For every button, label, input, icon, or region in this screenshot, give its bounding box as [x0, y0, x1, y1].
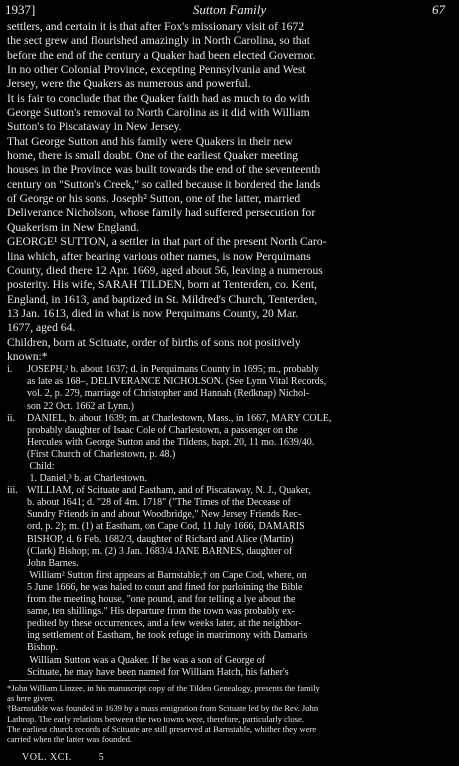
list-item-text: 5 June 1666, he was haled to court and fined for purloining the Bible — [27, 581, 303, 593]
text-line: the sect grew and flourished amazingly in North Carolina, so that — [7, 34, 310, 48]
list-item-text: ing settlement of Eastham, he took refuge in matrimony with Damaris — [27, 630, 308, 642]
list-item-text: (First Church of Charlestown, p. 48.) — [27, 448, 176, 460]
header-page-number: 67 — [432, 2, 445, 17]
list-item-text: Sundry Friends in and about Woodbridge," New Jersey Friends Rec- — [27, 509, 302, 521]
list-item-text: William Sutton was a Quaker. If he was a son of George of — [27, 654, 266, 666]
list-item — [7, 558, 447, 570]
header-title: Sutton Family — [192, 2, 267, 17]
list-item-number: iii. — [7, 485, 18, 497]
list-item-text: vol. 2, p. 279, marriage of Christopher and Hannah (Redknap) Nichol- — [27, 388, 310, 400]
list-item-text: BISHOP, d. 6 Feb. 1682/3, daughter of Richard and Alice (Martin) — [27, 533, 294, 545]
list-item — [7, 497, 447, 509]
list-item-text: John Barnes. — [27, 557, 79, 569]
text-line: Deliverance Nicholson, whose family had suffered persecution for — [7, 206, 316, 220]
list-item — [7, 594, 447, 606]
list-item-text: Hercules with George Sutton and the Tildens, bapt. 20, 11 mo. 1639/40. — [27, 436, 315, 448]
main-text — [7, 20, 447, 364]
list-item-text: William² Sutton first appears at Barnstable,† on Cape Cod, where, on — [27, 569, 307, 581]
list-item — [7, 413, 447, 425]
footnotes — [7, 683, 447, 745]
list-item — [7, 655, 447, 667]
list-item-text: JOSEPH,² b. about 1637; d. in Perquimans County in 1695; m., probably — [27, 364, 319, 376]
list-item-text: same, ten shillings." His departure from the town was probably ex- — [27, 606, 295, 618]
text-line: houses in the Province was built towards the end of the seventeenth — [7, 163, 321, 177]
list-item-text: WILLIAM, of Scituate and Eastham, and of Piscataway, N. J., Quaker, — [27, 485, 311, 497]
text-line: County, died there 12 Apr. 1669, aged about 56, leaving a numerous — [7, 263, 323, 277]
text-line: before the end of the century a Quaker had been elected Governor. — [7, 48, 316, 62]
page-body — [7, 20, 447, 744]
list-item — [7, 461, 447, 473]
footnote-line: *John William Linzee, in his manuscript copy of the Tilden Genealogy, presents the family — [7, 682, 320, 693]
list-item — [7, 642, 447, 654]
running-header — [5, 2, 454, 20]
page-footer — [22, 752, 104, 763]
text-line: settlers, and certain it is that after Fox's missionary visit of 1672 — [7, 20, 305, 33]
text-line: Sutton's to Piscataway in New Jersey. — [7, 120, 182, 134]
list-item-text: Scituate, he may have been named for William Hatch, his father's — [27, 666, 289, 678]
list-item — [7, 570, 447, 582]
list-item — [7, 401, 447, 413]
text-line: lina which, after bearing various other names, is now Perquimans — [7, 249, 311, 263]
text-line: known:* — [7, 349, 48, 363]
footer-volume: VOL. XCI. — [22, 752, 72, 763]
list-item-text: son 22 Oct. 1662 at Lynn.) — [27, 400, 134, 412]
list-item-text: as late as 168–, DELIVERANCE NICHOLSON. (See Lynn Vital Records, — [27, 376, 327, 388]
list-item-text: from the meeting house, "one pound, and for telling a lye about the — [27, 594, 296, 606]
text-line: 13 Jan. 1613, died in what is now Perquimans County, 20 Mar. — [7, 306, 299, 320]
footnote-line: Lathrop. The early relations between the two towns were, therefore, particularly close. — [7, 713, 304, 724]
list-item-text: pedited by these occurrences, and a few weeks later, at the neighbor- — [27, 618, 302, 630]
text-line: George Sutton's removal to North Carolina as it did with William — [7, 106, 310, 120]
text-line: of George or his sons. Joseph² Sutton, one of the latter, married — [7, 192, 301, 206]
footnote-rule — [9, 680, 159, 681]
list-item — [7, 449, 447, 461]
list-item — [7, 509, 447, 521]
list-item — [7, 364, 447, 376]
list-item — [7, 376, 447, 388]
text-line: posterity. His wife, SARAH TILDEN, born at Tenterden, co. Kent, — [7, 278, 318, 292]
text-line: 1677, aged 64. — [7, 321, 76, 335]
text-line: home, there is small doubt. One of the earliest Quaker meeting — [7, 149, 299, 163]
list-item — [7, 606, 447, 618]
list-item — [7, 582, 447, 594]
list-item — [7, 521, 447, 533]
text-line: Quakerism in New England. — [7, 220, 140, 234]
children-list — [7, 364, 447, 678]
list-item — [7, 485, 447, 497]
text-line: That George Sutton and his family were Quakers in their new — [7, 134, 293, 148]
text-line: It is fair to conclude that the Quaker faith had as much to do with — [7, 91, 310, 105]
list-item-text: Bishop. — [27, 642, 58, 654]
list-item — [7, 618, 447, 630]
list-item-text: 1. Daniel,³ b. at Charlestown. — [27, 473, 147, 485]
list-item-text: probably daughter of Isaac Cole of Charlestown, a passenger on the — [27, 424, 298, 436]
text-line: century on "Sutton's Creek," so called because it bordered the lands — [7, 177, 321, 191]
list-item-text: (Clark) Bishop; m. (2) 3 Jan. 1683/4 JANE BARNES, daughter of — [27, 545, 293, 557]
list-item-text: b. about 1641; d. "28 of 4m. 1718" ("The Times of the Decease of — [27, 497, 291, 509]
list-item — [7, 546, 447, 558]
list-item — [7, 667, 447, 679]
footnote-line: The earliest church records of Scituate are still preserved at Barnstable, whither they were — [7, 723, 317, 734]
footnote-line: carried when the latter was founded. — [7, 734, 133, 745]
header-year: 1937] — [5, 2, 36, 17]
text-line: In no other Colonial Province, excepting Pennsylvania and West — [7, 63, 306, 77]
list-item — [7, 534, 447, 546]
text-line: England, in 1613, and baptized in St. Mildred's Church, Tenterden, — [7, 292, 318, 306]
list-item-number: i. — [7, 364, 13, 376]
text-line: GEORGE¹ SUTTON, a settler in that part of the present North Caro- — [7, 235, 327, 249]
list-item — [7, 473, 447, 485]
list-item-text: ord, p. 2); m. (1) at Eastham, on Cape Cod, 11 July 1666, DAMARIS — [27, 521, 305, 533]
list-item — [7, 388, 447, 400]
list-item-number: ii. — [7, 412, 16, 424]
list-item — [7, 630, 447, 642]
text-line: Children, born at Scituate, order of births of sons not positively — [7, 335, 301, 349]
list-item — [7, 437, 447, 449]
text-line: Jersey, were the Quakers as numerous and powerful. — [7, 77, 251, 91]
list-item — [7, 425, 447, 437]
list-item-text: DANIEL, b. about 1639; m. at Charlestown, Mass., in 1667, MARY COLE, — [27, 412, 332, 424]
footer-signature: 5 — [98, 752, 105, 763]
list-item-text: Child: — [27, 461, 55, 472]
footnote-line: as here given. — [7, 692, 55, 703]
footnote-line: †Barnstable was founded in 1639 by a mass emigration from Scituate led by the Rev. John — [7, 703, 319, 714]
